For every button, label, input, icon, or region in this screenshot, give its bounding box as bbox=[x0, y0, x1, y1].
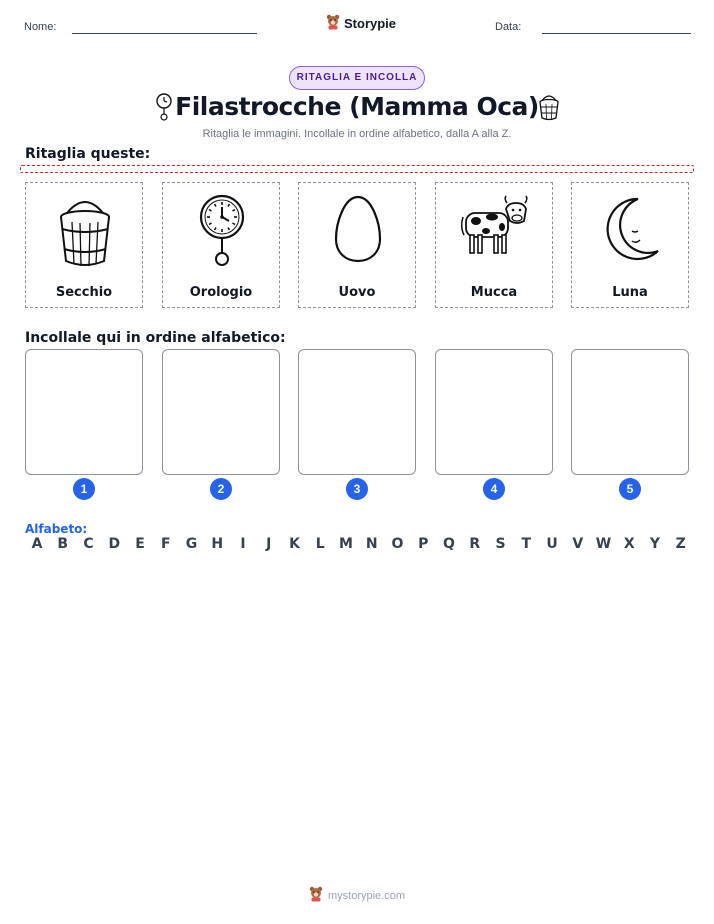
paste-slot-4[interactable] bbox=[435, 349, 553, 475]
alphabet-letter: M bbox=[339, 536, 353, 552]
alphabet-letter: A bbox=[31, 536, 43, 552]
alphabet-letter: K bbox=[289, 536, 300, 552]
alphabet-letter: S bbox=[495, 536, 506, 552]
alphabet-letter: E bbox=[135, 536, 145, 552]
cut-card-luna[interactable] bbox=[571, 182, 689, 308]
cut-card-secchio[interactable] bbox=[25, 182, 143, 308]
footer bbox=[0, 886, 714, 905]
alphabet-letter: Y bbox=[649, 536, 661, 552]
alphabet-letter: J bbox=[266, 536, 272, 552]
alphabet-letter: C bbox=[83, 536, 94, 552]
card-label: Luna bbox=[612, 285, 648, 300]
alphabet-letter: Z bbox=[675, 536, 686, 552]
moon-icon bbox=[596, 191, 666, 271]
card-label: Uovo bbox=[338, 285, 376, 300]
alphabet-letter: F bbox=[160, 536, 171, 552]
alphabet-letter: L bbox=[315, 536, 325, 552]
date-line[interactable] bbox=[542, 33, 691, 34]
card-label: Mucca bbox=[470, 285, 518, 300]
bucket-icon bbox=[50, 191, 120, 271]
slot-number-4: 4 bbox=[483, 478, 505, 500]
paste-heading: Incollale qui in ordine alfabetico: bbox=[25, 330, 286, 346]
alphabet-heading: Alfabeto: bbox=[25, 522, 88, 536]
paste-slot-1[interactable] bbox=[25, 349, 143, 475]
title-bucket-icon bbox=[537, 92, 561, 127]
card-label: Secchio bbox=[55, 285, 113, 300]
name-label: Nome: bbox=[24, 21, 57, 33]
alphabet-letter: Q bbox=[443, 536, 455, 552]
paste-slot-5[interactable] bbox=[571, 349, 689, 475]
page-title: Filastrocche (Mamma Oca) bbox=[175, 92, 539, 121]
alphabet-letter: D bbox=[108, 536, 121, 552]
alphabet-row bbox=[27, 536, 691, 552]
cut-card-uovo[interactable] bbox=[298, 182, 416, 308]
alphabet-letter: I bbox=[240, 536, 246, 552]
bear-logo-icon bbox=[326, 14, 340, 33]
alphabet-letter: O bbox=[391, 536, 404, 552]
alphabet-letter: G bbox=[185, 536, 198, 552]
name-line[interactable] bbox=[72, 33, 257, 34]
card-label: Orologio bbox=[189, 285, 253, 300]
alphabet-letter: T bbox=[521, 536, 532, 552]
alphabet-letter: X bbox=[623, 536, 635, 552]
slot-number-5: 5 bbox=[619, 478, 641, 500]
egg-icon bbox=[323, 191, 393, 271]
alphabet-letter: V bbox=[572, 536, 584, 552]
alphabet-letter: H bbox=[211, 536, 224, 552]
paste-slot-2[interactable] bbox=[162, 349, 280, 475]
slot-number-3: 3 bbox=[346, 478, 368, 500]
bear-logo-icon bbox=[309, 886, 323, 905]
alphabet-letter: R bbox=[469, 536, 481, 552]
alphabet-letter: P bbox=[418, 536, 429, 552]
paste-slot-3[interactable] bbox=[298, 349, 416, 475]
alphabet-letter: U bbox=[546, 536, 558, 552]
pendulum-clock-icon bbox=[187, 191, 257, 271]
alphabet-letter: N bbox=[365, 536, 378, 552]
slot-number-2: 2 bbox=[210, 478, 232, 500]
alphabet-letter: W bbox=[595, 536, 612, 552]
cut-card-mucca[interactable] bbox=[435, 182, 553, 308]
cut-heading: Ritaglia queste: bbox=[25, 146, 151, 162]
alphabet-letter: B bbox=[57, 536, 69, 552]
brand-logo bbox=[326, 14, 396, 33]
cut-card-orologio[interactable] bbox=[162, 182, 280, 308]
brand-name: Storypie bbox=[344, 16, 397, 31]
cow-icon bbox=[460, 191, 530, 271]
cut-line bbox=[20, 165, 694, 173]
slot-number-1: 1 bbox=[73, 478, 95, 500]
instructions: Ritaglia le immagini. Incollale in ordine alfabetico, dalla A alla Z. bbox=[202, 128, 512, 140]
activity-badge: RITAGLIA E INCOLLA bbox=[289, 66, 425, 90]
date-label: Data: bbox=[495, 21, 522, 33]
footer-site-link[interactable]: mystorypie.com bbox=[327, 889, 406, 902]
